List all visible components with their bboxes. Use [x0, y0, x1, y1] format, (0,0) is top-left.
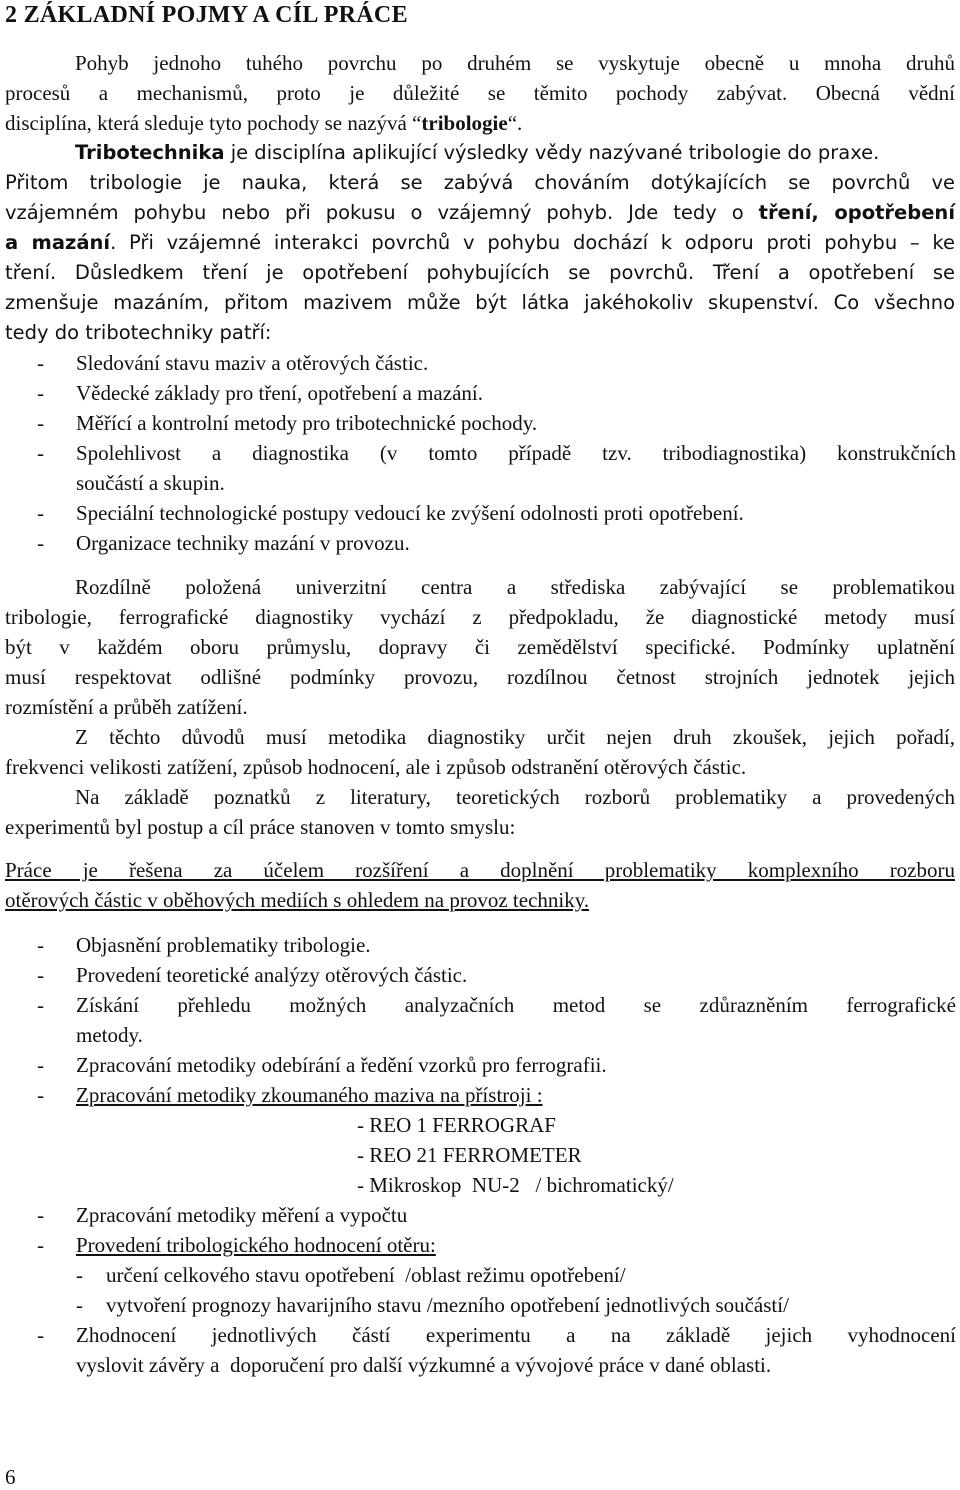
sub-list-item — [76, 1260, 626, 1290]
para2-line-5: rozmístění a průběh zatížení. — [5, 695, 248, 719]
chapter-heading: 2 ZÁKLADNÍ POJMY A CÍL PRÁCE — [5, 2, 408, 28]
intro-line-3 — [5, 108, 955, 138]
list-item-text: metody. — [76, 1023, 143, 1047]
list-item-text: součástí a skupin. — [76, 471, 225, 495]
bullet-dash: - — [76, 1263, 83, 1287]
bullet-dash: - — [76, 1293, 83, 1317]
bullet-dash: - — [37, 933, 44, 957]
intro-text: “. — [507, 111, 523, 135]
list-item-text: vyslovit závěry a doporučení pro další výzkumné a vývojové práce v dané oblasti. — [76, 1353, 772, 1377]
sub-list-item-text: určení celkového stavu opotřebení /oblast režimu opotřebení/ — [106, 1263, 626, 1287]
list-item-text: Objasnění problematiky tribologie. — [76, 933, 371, 957]
intro-line-8: tření. Důsledkem tření je opotřebení pohybujících se povrchů. Tření a opotřebení se — [5, 261, 955, 284]
bullet-dash: - — [37, 1323, 44, 1347]
list-item-text: Zpracování metodiky odebírání a ředění vzorků pro ferrografii. — [76, 1053, 607, 1077]
term-mazani: a mazání — [5, 231, 111, 254]
list-item-text — [76, 1080, 956, 1110]
list-item-text: Provedení teoretické analýzy otěrových částic. — [76, 963, 468, 987]
intro-text: . Při vzájemné interakci povrchů v pohybu dochází k odporu proti pohybu – ke — [110, 231, 956, 254]
page-number: 6 — [5, 1465, 16, 1489]
underlined-text: Provedení tribologického hodnocení otěru: — [76, 1233, 436, 1257]
bullet-dash: - — [37, 1233, 44, 1257]
para2-line-1: Rozdílně položená univerzitní centra a střediska zabývající se problematikou — [75, 575, 955, 599]
bullet-dash: - — [37, 381, 44, 405]
term-tribotechnika: Tribotechnika — [75, 141, 225, 164]
para3-line-1: Z těchto důvodů musí metodika diagnostiky určit nejen druh zkoušek, jejich pořadí, — [75, 725, 955, 749]
goal-line-1: Práce je řešena za účelem rozšíření a doplnění problematiky komplexního rozboru — [5, 858, 955, 882]
list-item-text — [76, 1230, 956, 1260]
intro-line-10: tedy do tribotechniky patří: — [5, 321, 272, 344]
bullet-dash: - — [37, 993, 44, 1017]
para4-line-1: Na základě poznatků z literatury, teoretických rozborů problematiky a provedených — [75, 785, 955, 809]
bullet-dash: - — [37, 441, 44, 465]
intro-line-4 — [5, 138, 955, 168]
para2-line-4: musí respektovat odlišné podmínky provozu, rozdílnou četnost strojních jednotek jejich — [5, 665, 955, 689]
list-item-text: Vědecké základy pro tření, opotřebení a mazání. — [76, 381, 483, 405]
term-treni-opotrebeni: tření, opotřebení — [758, 201, 956, 224]
para3-line-2: frekvenci velikosti zatížení, způsob hodnocení, ale i způsob odstranění otěrových částic. — [5, 755, 747, 779]
instrument-item: - REO 21 FERROMETER — [357, 1143, 582, 1167]
bullet-dash: - — [37, 1083, 44, 1107]
instrument-item: - Mikroskop NU-2 / bichromatický/ — [357, 1173, 674, 1197]
list-item-text: Speciální technologické postupy vedoucí ke zvýšení odolnosti proti opotřebení. — [76, 501, 744, 525]
para2-line-3: být v každém oboru průmyslu, dopravy či zemědělství specifické. Podmínky uplatnění — [5, 635, 955, 659]
list-item-text: Měřící a kontrolní metody pro tribotechnické pochody. — [76, 411, 538, 435]
underlined-text: Zpracování metodiky zkoumaného maziva na přístroji : — [76, 1083, 543, 1107]
intro-line-7 — [5, 228, 955, 258]
goal-text: otěrových částic v oběhových mediích s ohledem na provoz techniky. — [5, 888, 590, 912]
intro-line-6 — [5, 198, 955, 228]
term-tribologie: tribologie — [421, 111, 508, 135]
intro-text: vzájemném pohybu nebo při pokusu o vzájemný pohyb. Jde tedy o — [5, 201, 759, 224]
intro-line-5: Přitom tribologie je nauka, která se zabývá chováním dotýkajících se povrchů ve — [5, 171, 955, 194]
instrument-item: - REO 1 FERROGRAF — [357, 1113, 556, 1137]
intro-line-9: zmenšuje mazáním, přitom mazivem může být látka jakéhokoliv skupenství. Co všechno — [5, 291, 955, 314]
intro-text: je disciplína aplikující výsledky vědy nazývané tribologie do praxe. — [224, 141, 880, 164]
intro-line-1: Pohyb jednoho tuhého povrchu po druhém se vyskytuje obecně u mnoha druhů — [75, 51, 955, 75]
para4-line-2: experimentů byl postup a cíl práce stanoven v tomto smyslu: — [5, 815, 516, 839]
list-item-text: Organizace techniky mazání v provozu. — [76, 531, 410, 555]
bullet-dash: - — [37, 411, 44, 435]
goal-line-2 — [5, 885, 955, 915]
bullet-dash: - — [37, 1203, 44, 1227]
list-item-text: Sledování stavu maziv a otěrových částic. — [76, 351, 429, 375]
list-item-text: Zpracování metodiky měření a vypočtu — [76, 1203, 408, 1227]
intro-text: disciplína, která sleduje tyto pochody se nazývá “ — [5, 111, 422, 135]
bullet-dash: - — [37, 963, 44, 987]
list-item-text: Získání přehledu možných analyzačních metod se zdůrazněním ferrografické — [76, 993, 956, 1017]
bullet-dash: - — [37, 351, 44, 375]
bullet-dash: - — [37, 501, 44, 525]
sub-list-item-text: vytvoření prognozy havarijního stavu /mezního opotřebení jednotlivých součástí/ — [106, 1293, 789, 1317]
list-item-text: Zhodnocení jednotlivých částí experimentu a na základě jejich vyhodnocení — [76, 1323, 956, 1347]
bullet-dash: - — [37, 1053, 44, 1077]
sub-list-item — [76, 1290, 789, 1320]
list-item-text: Spolehlivost a diagnostika (v tomto případě tzv. tribodiagnostika) konstrukčních — [76, 441, 956, 465]
bullet-dash: - — [37, 531, 44, 555]
para2-line-2: tribologie, ferrografické diagnostiky vychází z předpokladu, že diagnostické metody musí — [5, 605, 955, 629]
intro-line-2: procesů a mechanismů, proto je důležité se těmito pochody zabývat. Obecná vědní — [5, 81, 955, 105]
